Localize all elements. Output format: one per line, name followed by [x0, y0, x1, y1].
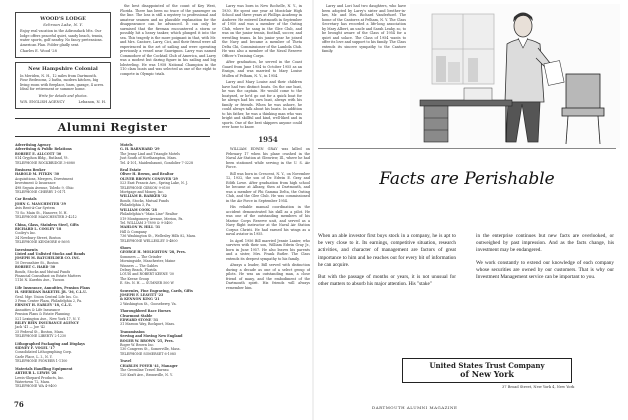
register-entry-line: Carle Place, L. I., N. Y.: [15, 354, 53, 359]
register-entry-line: ROBERT E. ALLCOTT '30: [15, 151, 62, 156]
register-entry-line: The Greenline Travel Bureau: [120, 368, 169, 373]
register-entry-line: 34 Newbury Street, Boston: [15, 235, 61, 240]
register-entry-line: Mortgage and Money, Inc.: [120, 190, 164, 195]
register-entry-line: The Keene Group: [120, 276, 150, 281]
page-number: 76: [14, 400, 24, 409]
register-entry-line: Investment & Insurance: [15, 181, 56, 186]
register-entry-line: Advertising & Public Relations: [15, 147, 72, 152]
trust-company-ad: [318, 148, 616, 387]
window-graphic: [432, 14, 494, 84]
obituary-column-3: [322, 4, 406, 122]
logo-line-2: of New York: [460, 369, 514, 379]
register-right-column: [120, 140, 220, 377]
register-entry-line: Acquisitions, Mergers, Divestment: [15, 176, 73, 181]
register-category: Life Insurance, Annuities, Pension Plans: [15, 285, 90, 290]
hampshire-agency: W.R. ENGLISH AGENCY: [20, 100, 65, 104]
register-category: Motels: [120, 143, 133, 147]
page-gutter: [312, 0, 314, 420]
woods-lodge-title: WOOD'S LODGE: [40, 16, 86, 22]
hampshire-place: Lebanon, N. H.: [78, 100, 106, 104]
register-entry-line: 130 Congress St., Somerville, Mass.: [120, 347, 181, 352]
register-entry-line: 736 Washington St., Wellesley Hills 82, Mass.: [120, 234, 197, 239]
register-entry-line: TELEPHONE SOMERSET 6-1085: [120, 351, 177, 356]
register-entry-line: Financial Consultant on Estate Matters: [15, 273, 81, 278]
register-category: Lithographed Packaging and Displays: [15, 341, 85, 346]
register-entry-line: 120 Kraft Ave., Bronxville, N. Y.: [120, 372, 173, 377]
register-entry-line: HAROLD M. FITKIN '30: [15, 172, 60, 177]
register-entry-line: Lewis-Shepard Products, Inc.: [15, 375, 65, 380]
ad-paragraph: We work constantly to extend our knowledge of each company whose securities are owned by our customers. That is why our Investment Management service can be important to you.: [476, 259, 614, 281]
ad-headline: Facts are Perishable: [379, 169, 555, 189]
classified-ads-column: [15, 12, 111, 113]
register-category: Materials Handling Equipment: [15, 366, 73, 371]
register-category: Shoes: [120, 245, 131, 250]
register-entry-line: SIDNEY F. VOGEL '17: [15, 346, 55, 351]
register-entry-line: TELEPHONE PIONEER 1-1100: [15, 359, 68, 364]
register-entry-line: 10 Devonshire St., Boston: [15, 260, 59, 265]
register-entry-line: JOHN C. MANCHESTER '39: [15, 201, 66, 206]
register-entry-line: RILEY REIN INSURANCE AGENCY: [15, 321, 79, 326]
hampshire-body: In Meriden, N. H., 12 miles from Dartmouth. Four Bedrooms, 2 baths, modern kitchen, big living room with fireplace, barn, garage, 4 acres. Ideal for retirement or summer home.: [20, 73, 105, 91]
register-entry-line: Annuities & Life Insurance: [15, 307, 61, 312]
woods-lodge-signature: Charles E. Wood '28: [20, 49, 57, 53]
register-left-column: [15, 140, 115, 389]
register-entry-line: TELEPHONE MANCHESTER 3-4212: [15, 215, 77, 220]
register-entry-line: JOSEPH F. LEAVITT '23: [120, 293, 164, 297]
register-entry-line: Avis Rent-A-Car System: [15, 206, 55, 211]
register-entry-line: Morningside, Manchester, Maine: [120, 259, 176, 264]
obituary-column-2: [222, 4, 302, 128]
register-category: Business Broker: [15, 168, 46, 173]
register-entry-line: Tel. 4-101, Maidenbaumt, Gondolier 7-3228: [120, 160, 194, 165]
register-entry-line: H. SHERIDAN BAKETEL JR. '36, C.L.U.: [15, 290, 87, 295]
register-entry-line: TELEPHONE GIBSON 9-0100: [120, 185, 171, 190]
register-entry-line: Oliver H. Brown, and Realtor: [120, 172, 174, 177]
register-category: Advertising Agency: [15, 143, 51, 147]
register-entry-line: Hill & Company: [120, 229, 147, 234]
register-entry-line: Philadelphia's "Main Line" Realtor: [120, 212, 178, 217]
obituary-year: 1954: [258, 135, 278, 144]
register-entry-line: G. H. BARNHARD '29: [120, 147, 160, 152]
register-entry-line: CHARLES FOYER '41, Manager: [120, 363, 178, 368]
magazine-footer: DARTMOUTH ALUMNI MAGAZINE: [372, 405, 458, 410]
register-entry-line: GEORGE H. MOLIGHTON '28, Pres.: [120, 250, 186, 255]
woods-lodge-subtitle: Schroon Lake, N. Y.: [43, 22, 83, 27]
register-entry-line: Serving and Moving New England: [120, 334, 183, 339]
businessman-illustration: [410, 4, 620, 148]
hampshire-colonial-ad: [15, 62, 111, 109]
ad-text-left: [318, 233, 456, 293]
register-category: Transmission: [120, 329, 145, 334]
register-entry-line: EDWARD STONE '31: [120, 318, 159, 323]
ad-text-right: [476, 233, 614, 286]
register-category: Travel: [120, 359, 132, 364]
register-entry-line: Tel. WILLIAM 3-7890 & 9-5400: [120, 220, 173, 225]
register-entry-line: ROGER W. BROWN '25, Pres.: [120, 338, 174, 343]
register-entry-line: WILLIAM COOK '28: [120, 207, 157, 212]
register-entry-line: 814 Gryphon Bldg., Rutland, Vt.: [15, 156, 69, 161]
woods-lodge-ad: [15, 12, 111, 58]
register-entry-line: Sommers — The Grinder: [120, 254, 162, 259]
register-entry-line: Just South of Northampton, Mass.: [120, 156, 178, 161]
register-entry-line: Bonds, Stocks and Mutual Funds: [15, 269, 71, 274]
register-entry-line: 1116 N. Kuerbis Ave., Tucson: [15, 278, 65, 283]
register-entry-line: & KENNON KING '21: [120, 297, 160, 302]
register-category: Car Rentals: [15, 197, 37, 202]
register-entry-line: TELEPHONE CHERRY 1-0171: [15, 190, 66, 195]
register-entry-line: TELEPHONE ROCKBRIDGE 3-6080: [15, 160, 76, 165]
register-entry-line: Genl. Mgr. Union Central Life Ins. Co.: [15, 294, 79, 299]
register-entry-line: TELEPHONE WELLESLEY 5-4800: [120, 238, 178, 243]
register-entry-line: Cooley's Inc.: [15, 231, 37, 236]
register-entry-line: E. Sts. N. H. — SUMNER 500 W: [120, 281, 174, 286]
register-entry-line: 498 Seguin Avenue, Toledo 9, Ohio: [15, 185, 74, 190]
register-entry-line: 523 East Francis Ave., Spring Lake, N. J.: [120, 181, 188, 186]
obituary-paragraph: Larry and Lori had two daughters, who have been adopted by Larry's sister and brother-in-law, Mr. and Mrs. Richard Vanderhoef. The home of the Cantores at Pelham, N. Y. The Class Secretary has recorded a life-long association by Mary Albert, an uncle and Sarah Leahy, so, to be brought aware of the Class of 1954 for a quiet and solace. The Class of 1954 wants to offer its love and support to his family. The Class extends its sincere sympathy to the Cantore family.: [322, 4, 406, 53]
register-entry-line: Clearmont Stable: [120, 313, 153, 318]
register-category: Investments: [15, 247, 38, 252]
register-entry-line: Listed and Unlisted Stocks and Bonds: [15, 251, 86, 256]
obituary-paragraph: Bill was born in Crescent, N. Y., on November 12, 1932, the son of Dr. Edwin E. Gray and Edith Lowe. After graduation from high school he became at Albany, then at Dartmouth, and was a member of Phi Gamma Delta, the Outing Club, and the Glee Club. He was commissioned in the Air Force in September 1954.: [226, 171, 310, 203]
register-entry-line: RICHARD L. COOLEY '18: [15, 226, 62, 231]
ad-paragraph: But with the passage of months or years, it is not unusual for other matters to absorb his major attention. His "stake": [318, 274, 456, 288]
register-entry-line: 519 Montgomery Avenue, Merion, Pa.: [120, 216, 184, 221]
register-entry-line: 31 Maroon Way, Rockport, Mass.: [120, 322, 176, 327]
register-entry-line: WILLIAM B. BARKER '32: [120, 194, 167, 199]
register-entry-line: Winners — The Gables: [120, 263, 158, 268]
ad-paragraph: in the enterprise continues but new facts are overlooked, or outweighed by past impression. And as the facts change, his investment may be endangered.: [476, 233, 614, 254]
register-entry-line: 2 Washington St., Gooseberry, Va.: [120, 301, 177, 306]
register-entry-line: TELEPHONE LIBERTY 2-1230: [15, 334, 67, 339]
register-entry-line: ROBERT C. HARD '30: [15, 265, 56, 270]
obituary-paragraph: In April 1956 Bill married Jennie Lanier, who survives with their son, William Edwin Gray Jr., born in June 1957. He also leaves his parents and a sister, Mrs. Frank Butler. The Class extends its deepest sympathy to his family.: [226, 238, 310, 261]
register-entry-line: Jack '41 — Joe '42: [15, 325, 46, 330]
register-entry-line: Philadelphia 3, Pa.: [120, 203, 152, 208]
register-entry-line: OLIVER BROWN CONOVER '29: [120, 176, 178, 181]
register-entry-line: Pension Plans & Estate Planning: [15, 312, 70, 317]
obituary-column-1: [120, 4, 216, 114]
register-title: Alumni Register: [15, 118, 210, 137]
register-entry-line: TELEPHONE WA 4-9400: [15, 384, 57, 389]
register-entry-line: ARTHUR L. LEWIS '28: [15, 371, 57, 376]
register-entry-line: Delray Beach, Florida: [120, 267, 157, 272]
hampshire-title: New Hampshire Colonial: [28, 65, 98, 72]
register-entry-line: 25 Federal St., Boston, Mass.: [15, 329, 65, 334]
register-entry-line: 521 Lexington Ave., New York 17, N. Y.: [15, 316, 81, 321]
register-entry-line: Consolidated Lithographing Corp.: [15, 350, 73, 355]
register-category: Souvenirs, Fine Engraving, Cards, Gifts: [120, 288, 193, 293]
register-entry-line: Roger W. Brown Inc.: [120, 343, 155, 348]
logo-line-1: United States Trust Company: [429, 361, 545, 370]
register-entry-line: 75 So. Main St., Hanover, N. H.: [15, 210, 68, 215]
register-category: Thoroughbred Race Horses: [120, 309, 171, 314]
obituary-paragraph: After graduation, he served in the Coast Guard from June 1954 to October 1955 as an Ensign, and was married to Mary Louise Mullen of Pelham, N. Y., in 1954.: [222, 60, 302, 78]
register-category: China, Glass, Stainless Steel, Gifts: [15, 222, 79, 227]
register-entry-line: Watertown 72, Mass.: [15, 379, 51, 384]
logo-address: 37 Broad Street, New York 4, New York: [502, 385, 575, 389]
register-entry-line: MAHLON W. HILL '31: [120, 225, 161, 230]
obituary-paragraph: Always a leader, Bill served with distinction during a decade as one of a select group of pilots. He was an outstanding man, a close friend of many, and the embodiment of the Dartmouth spirit. His friends will always remember him.: [226, 263, 310, 290]
obituary-paragraph: His reliable manual coordination in the accident demonstrated his skill as a pilot. He was one of the outstanding members of his Marine Corps Reserve unit, and served as a Navy flight instructor at the Naval Air Station Corpus Christi. He had earned his wings as a naval aviator in 1955.: [226, 205, 310, 236]
register-category: Real Estate: [120, 168, 142, 173]
obituary-paragraph: the best disappointed of the count of Key West, Florida. There has been no trace of the passenger on the line. The loss is still a mystery to professional and amateur seamen and no plausible explanation for the disappearance can be advanced. It can only be surmised that the fireman encountered a storm or possibly hit a heavy tanker, which plunged it into the sea. This tragedy is the more poignant in that, with Mr. and Mrs. Cantore, Larry, Cici, and their friend were all experienced in the art of sailing and were operating previously a vessel near Sauvignon. Larry was named Commodore of the Cocktail Club of America, and Larry was a modest but daring figure in his sailing and big lobsterling. He was 1958 National Champion in the 110 class boats and was selected as one of the eight to compete in Olympic trials.: [120, 4, 216, 76]
obituary-paragraph: Larry was born in New Rochelle, N. Y., in 1930. He spent one year at Montclair High School and three years at Phillips Academy in Andover. He entered Dartmouth in September of 1950 and was a member of the Outing Club, where he sang in the Glee Club, and was on the junior tennis, football, soccer, and wrestling teams. In his junior year he joined the Navy and became a member of Theta Delta Chi, Commissioner of the Lambda Club. He was also a member of the Naval Reserve Officer's Training Corps.: [222, 4, 302, 58]
obituary-paragraph: WILLIAM EDWIN GRAY was killed on February 17 when his plane crashed in the Naval Air Station at Glenview, Ill., where he had been stationed while serving in the U. S. Air Force.: [226, 147, 310, 169]
register-entry-line: Bonds, Stocks, Mutual Funds: [120, 198, 169, 203]
ad-paragraph: When an able investor first buys stock in a company, he is apt to be very close to it. Its earnings, competitive situation, research activities, and character of management are factors of great importance to him and he reaches out for every bit of information he can acquire.: [318, 233, 456, 268]
register-entry-line: LOUIS and ROBERT KEENE '30: [120, 272, 174, 277]
register-entry-line: The Jenny Lind and Triangle Motels: [120, 151, 180, 156]
woods-lodge-body: Enjoy real vacation in the Adirondack Mts. Our lodge offers peaceful quiet, sandy beach, tennis, water sports, golf nearby. No fancy pretensions. American Plan. Folder gladly sent.: [20, 29, 104, 47]
obituary-1954-column: [226, 135, 310, 397]
register-entry-line: 3 Penn Center Plaza, Philadelphia 2, Pa.: [15, 299, 83, 303]
register-entry-line: TELEPHONE KENMORE 6-5695: [15, 240, 70, 245]
register-entry-line: ERNEST H. EARLEY '18, C.L.U.: [15, 303, 73, 308]
trust-company-logo: [402, 358, 572, 383]
hampshire-cta: Write for details and photos.: [38, 93, 88, 98]
obituary-paragraph: Larry and Mary Louise and their children have had two distinct boats. On the one boat, he was the captain. He would come to the boatyard, or he'd go out for a quick boat for he always had his own boat, always with his family or friends. When he was ashore, he could always talk about his boats. In addition to his father, he was a thinking man who was bright and skillful and kind, well-liked and in sports. One of the best skippers anyone could ever hope to know.: [222, 80, 302, 128]
register-entry-line: JOSEPH M. BATCHELDER CO. INC.: [15, 256, 81, 261]
